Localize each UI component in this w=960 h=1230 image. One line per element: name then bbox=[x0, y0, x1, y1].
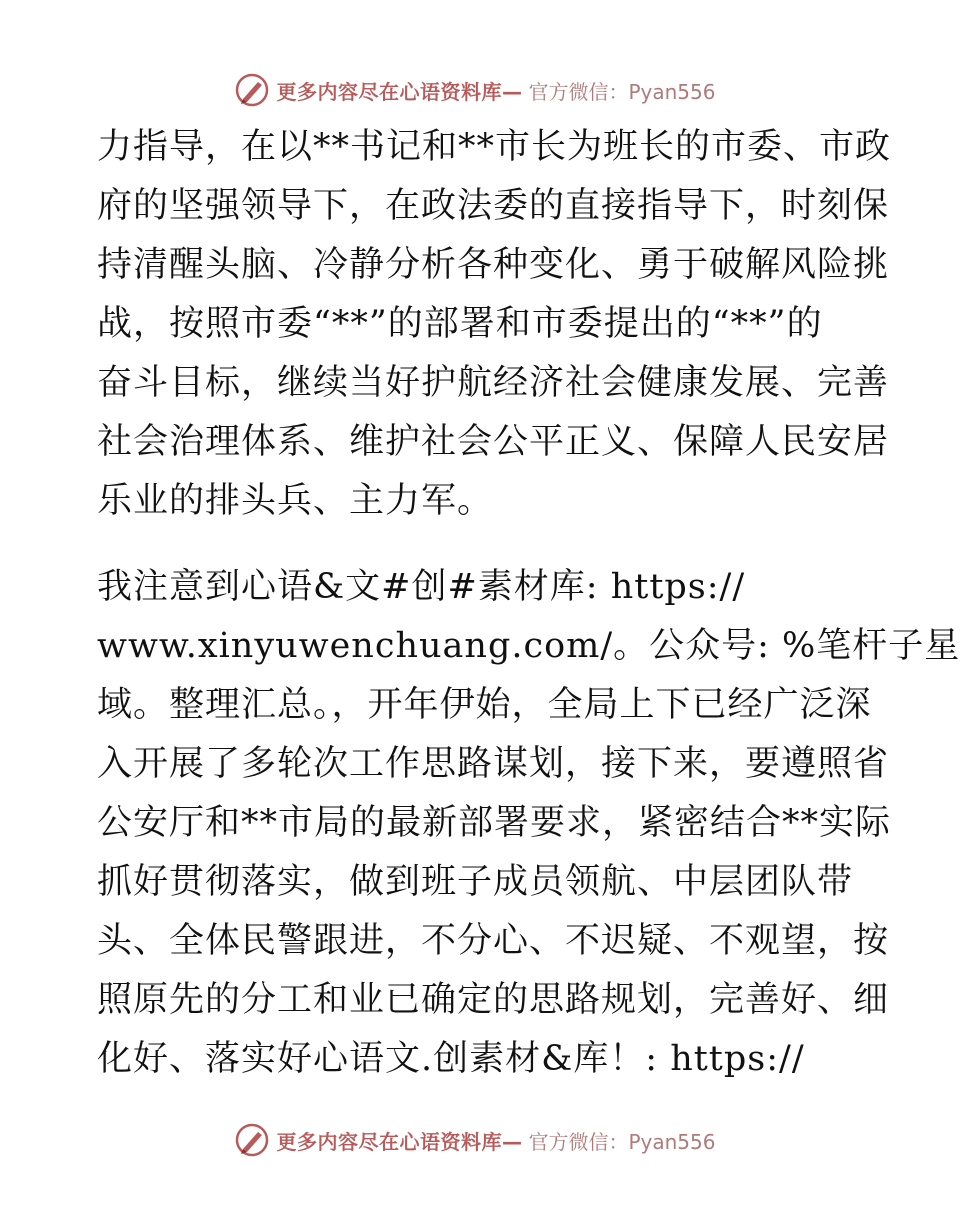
text-line: 我注意到心语&文#创#素材库: https:// bbox=[97, 567, 746, 607]
text-line: 力指导，在以**书记和**市长为班长的市委、市政 bbox=[97, 127, 892, 167]
header-banner bbox=[0, 72, 950, 108]
text-line: 照原先的分工和业已确定的思路规划，完善好、细 bbox=[97, 980, 890, 1020]
banner-wechat: 官方微信：Pyan556 bbox=[528, 1129, 716, 1154]
text-line: 持清醒头脑、冷静分析各种变化、勇于破解风险挑 bbox=[97, 245, 890, 285]
text-line: 头、全体民警跟进，不分心、不迟疑、不观望，按 bbox=[97, 921, 890, 961]
pen-logo-icon bbox=[234, 1122, 270, 1158]
paragraph-1 bbox=[97, 118, 892, 531]
footer-banner bbox=[0, 1122, 950, 1158]
text-line: 抓好贯彻落实，做到班子成员领航、中层团队带 bbox=[97, 862, 854, 902]
banner-text: 更多内容尽在心语资料库— bbox=[276, 1129, 523, 1154]
text-line: 战，按照市委“**”的部署和市委提出的“**”的 bbox=[97, 304, 823, 344]
text-line: www.xinyuwenchuang.com/。公众号: %笔杆子星 bbox=[97, 626, 960, 666]
text-line: 乐业的排头兵、主力军。 bbox=[97, 481, 494, 521]
text-line: 公安厅和**市局的最新部署要求，紧密结合**实际 bbox=[97, 803, 892, 843]
text-line: 社会治理体系、维护社会公平正义、保障人民安居 bbox=[97, 422, 890, 462]
banner-wechat: 官方微信：Pyan556 bbox=[528, 79, 716, 104]
text-line: 化好、落实好心语文.创素材&库！: https:// bbox=[97, 1039, 805, 1079]
text-line: 奋斗目标，继续当好护航经济社会健康发展、完善 bbox=[97, 363, 890, 403]
text-line: 入开展了多轮次工作思路谋划，接下来，要遵照省 bbox=[97, 744, 890, 784]
text-line: 府的坚强领导下，在政法委的直接指导下，时刻保 bbox=[97, 186, 890, 226]
paragraph-2 bbox=[97, 558, 960, 1089]
pen-logo-icon bbox=[234, 72, 270, 108]
text-line: 域。整理汇总。，开年伊始，全局上下已经广泛深 bbox=[97, 685, 872, 725]
document-body bbox=[97, 118, 960, 1089]
banner-text: 更多内容尽在心语资料库— bbox=[276, 79, 523, 104]
